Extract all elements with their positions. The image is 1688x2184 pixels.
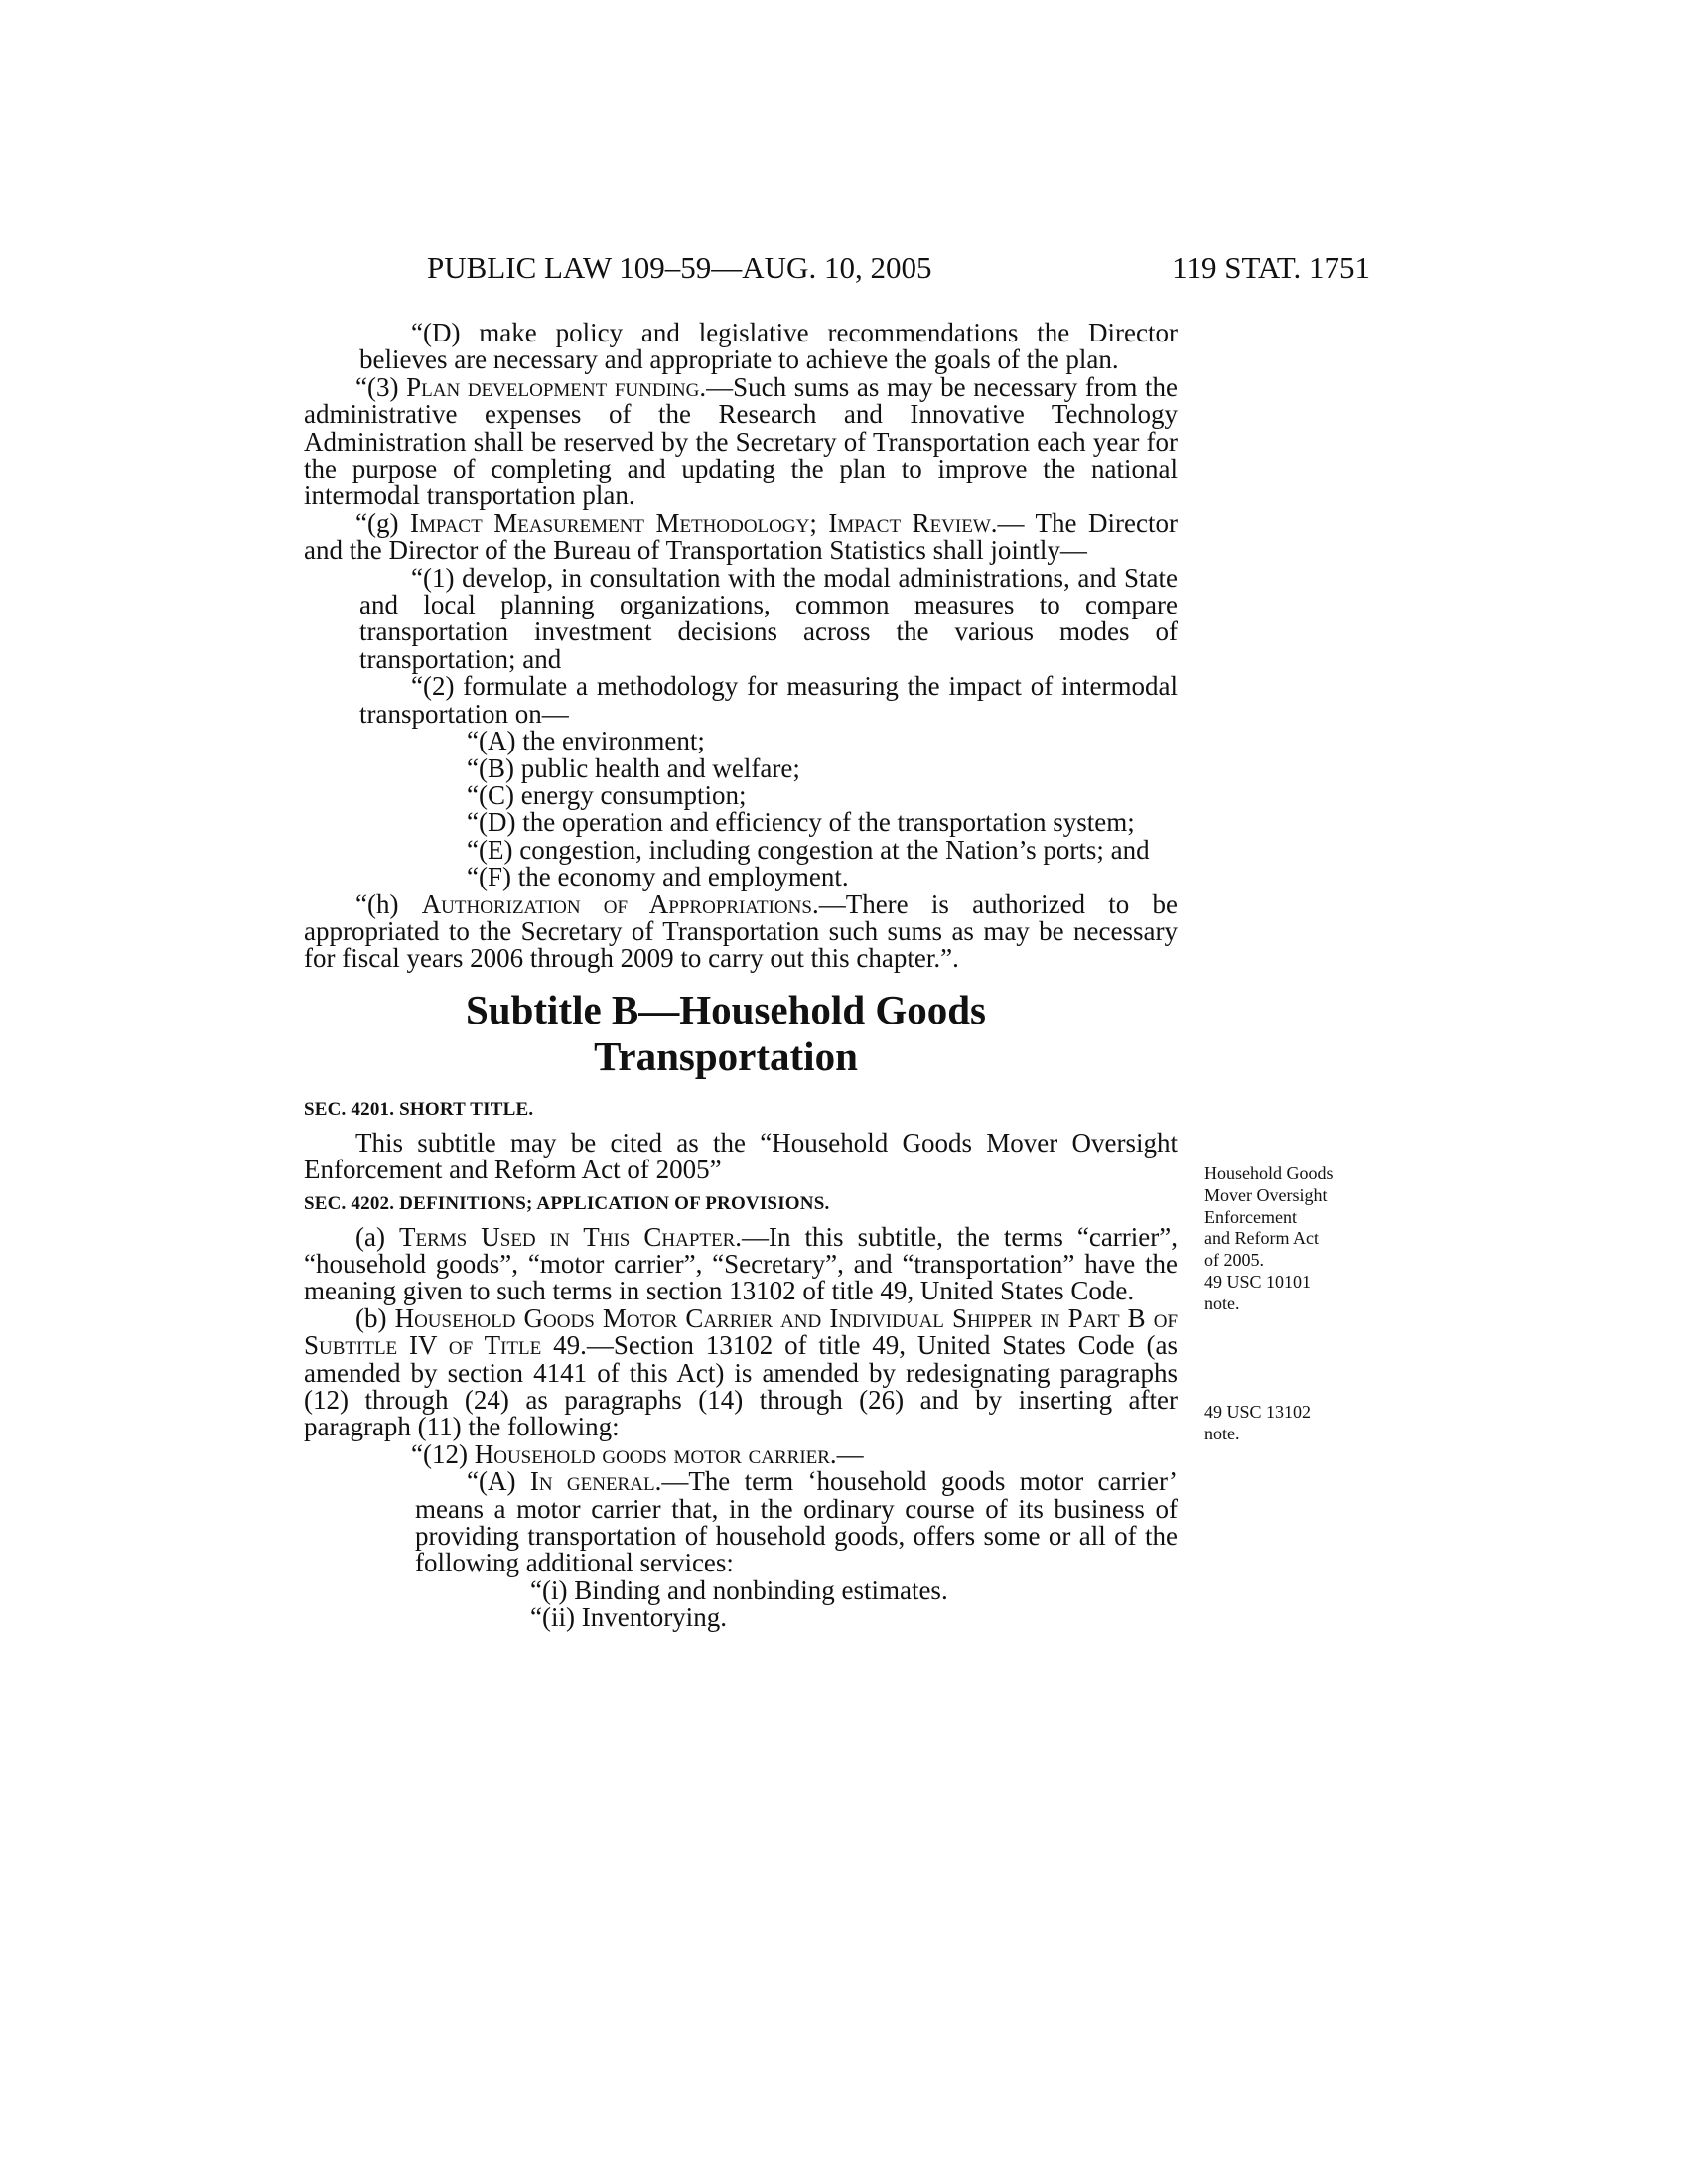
paragraph-b-household-goods [304,1302,1179,1442]
subtitle-line-2: Transportation [594,1032,858,1079]
section-4201-text: This subtitle may be cited as the “Household Goods Mover Oversight Enforcement and Reform Act of 2005” [304,1127,1178,1185]
section-4202-heading: SEC. 4202. DEFINITIONS; APPLICATION OF PROVISIONS. [304,1192,830,1214]
paragraph-text: .—Section 13102 of title 49, United States Code (as amended by section 4141 of this Act) is amended by redesignating paragraphs (12) through (24) as paragraphs (14) through (26) and by inserting after paragraph (11) the following: [304,1330,1178,1442]
list-item-d: “(D) the operation and efficiency of the transportation system; [467,807,1135,838]
margin-note-line: and Reform Act [1204,1228,1319,1249]
section-4201-heading: SEC. 4201. SHORT TITLE. [304,1098,534,1120]
statute-citation: 119 STAT. 1751 [1172,250,1370,285]
paragraph-heading: Household goods motor carrier [474,1438,830,1469]
paragraph-g1: “(1) develop, in consultation with the modal administrations, and State and local planning organizations, common measures to compare transportation investment decisions across the various modes of transportation; and [359,562,1178,674]
margin-note-line: Household Goods [1204,1163,1334,1183]
paragraph-label: (a) [355,1221,399,1252]
margin-note-line: Mover Oversight [1204,1184,1328,1205]
paragraph-heading: Impact Measurement Methodology; Impact Review [409,507,991,538]
paragraph-heading: In general [529,1466,655,1497]
paragraph-label: “(g) [355,507,410,538]
margin-note-line: of 2005. [1204,1250,1264,1271]
list-item-c: “(C) energy consumption; [467,779,747,810]
margin-note-line: note. [1204,1423,1240,1443]
paragraph-label: “(12) [411,1438,475,1469]
paragraph-d-policy: “(D) make policy and legislative recommendations the Director believes are necessary and appropriate to achieve the goals of the plan. [359,318,1178,375]
paragraph-12 [304,1438,1178,1469]
paragraph-heading: Household Goods Motor Carrier and Individual Shipper in Part B of Subtitle IV of Title 49 [304,1302,1179,1361]
margin-note-line: note. [1204,1293,1240,1313]
paragraph-label: (b) [355,1302,395,1333]
list-item-i: “(i) Binding and nonbinding estimates. [530,1574,948,1605]
margin-note-usc-13102 [1204,1402,1383,1445]
paragraph-text: .—In this subtitle, the terms “carrier”, “household goods”, “motor carrier”, “Secretary”, and “transportation” have the meaning given to such terms in section 13102 of title 49, United States Code. [304,1221,1178,1306]
paragraph-heading: Authorization of Appropriations [421,888,812,919]
list-item-a: “(A) the environment; [467,726,705,756]
margin-note-line: 49 USC 13102 [1204,1402,1312,1422]
paragraph-label: “(A) [467,1466,530,1497]
paragraph-label: “(3) [355,371,407,402]
paragraph-h-authorization [304,888,1178,974]
paragraph-text: .—The term ‘household goods motor carrier’ means a motor carrier that, in the ordinary course of its business of providing transportation of household goods, offers some or all of the following additional services: [415,1466,1178,1578]
paragraph-12-a [304,1468,1178,1577]
paragraph-a-terms [304,1221,1178,1306]
paragraph-text: .— [829,1438,864,1469]
subtitle-heading [304,987,1178,1080]
list-item-ii: “(ii) Inventorying. [530,1602,727,1633]
page-header [298,248,1370,288]
paragraph-text: .— The Director and the Director of the Bureau of Transportation Statistics shall jointly— [304,507,1178,566]
paragraph-label: “(h) [355,888,422,919]
list-item-f: “(F) the economy and employment. [467,862,849,892]
margin-note-short-title [1204,1163,1383,1315]
margin-note-line: Enforcement [1204,1206,1297,1227]
list-item-b: “(B) public health and welfare; [467,752,800,783]
body-text [304,320,1178,1632]
subtitle-line-1: Subtitle B—Household Goods [465,986,987,1032]
paragraph-text: .—There is authorized to be appropriated to the Secretary of Transportation such sums as may be necessary for fiscal years 2006 through 2009 to carry out this chapter.”. [304,888,1178,974]
paragraph-3-plan-funding [304,371,1179,511]
paragraph-heading: Terms Used in This Chapter [399,1221,736,1252]
paragraph-g-impact [304,507,1178,566]
paragraph-text: .—Such sums as may be necessary from the administrative expenses of the Research and Innovative Technology Administration shall be reserved by the Secretary of Transportation each year for the purpose of completing and updating the plan to improve the national intermodal transportation plan. [304,371,1179,511]
margin-note-line: 49 USC 10101 [1204,1271,1312,1292]
paragraph-g2: “(2) formulate a methodology for measuring the impact of intermodal transportation on— [359,671,1178,729]
list-item-e: “(E) congestion, including congestion at the Nation’s ports; and [467,834,1150,865]
paragraph-heading: Plan development funding [406,371,700,402]
running-head: PUBLIC LAW 109–59—AUG. 10, 2005 [427,250,932,285]
